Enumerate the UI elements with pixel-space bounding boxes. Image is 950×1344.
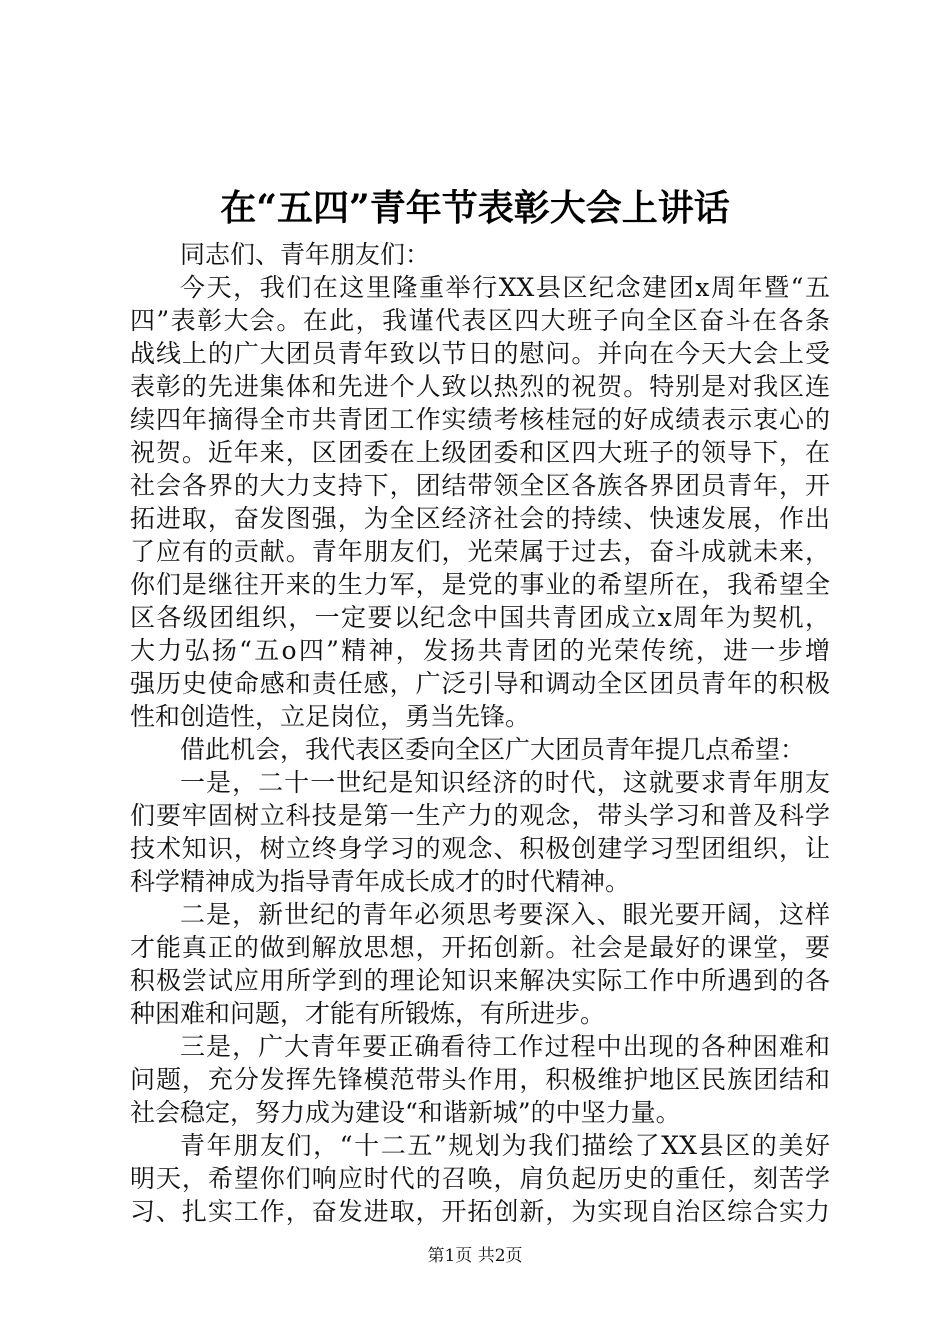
text-line: 区各级团组织，一定要以纪念中国共青团成立x周年为契机， <box>130 603 830 632</box>
document-title: 在“五四”青年节表彰大会上讲话 <box>220 187 730 229</box>
text-line: 表彰的先进集体和先进个人致以热烈的祝贺。特别是对我区连 <box>130 372 830 401</box>
text-line: 习、扎实工作，奋发进取，开拓创新，为实现自治区综合实力 <box>130 1197 830 1226</box>
text-line: 青年朋友们，“十二五”规划为我们描绘了XX县区的美好 <box>180 1131 830 1160</box>
text-line: 一是，二十一世纪是知识经济的时代，这就要求青年朋友 <box>180 768 830 797</box>
text-line: 二是，新世纪的青年必须思考要深入、眼光要开阔，这样 <box>180 900 830 929</box>
page-footer: 第1页 共2页 <box>427 1246 523 1266</box>
text-line: 今天，我们在这里隆重举行XX县区纪念建团x周年暨“五 <box>180 273 830 302</box>
text-line: 社会稳定，努力成为建设“和谐新城”的中坚力量。 <box>130 1098 681 1127</box>
text-line: 续四年摘得全市共青团工作实绩考核桂冠的好成绩表示衷心的 <box>130 405 830 434</box>
text-line: 拓进取，奋发图强，为全区经济社会的持续、快速发展，作出 <box>130 504 830 533</box>
document-body <box>130 238 830 1228</box>
text-line: 们要牢固树立科技是第一生产力的观念，带头学习和普及科学 <box>130 801 830 830</box>
text-line: 问题，充分发挥先锋模范带头作用，积极维护地区民族团结和 <box>130 1065 830 1094</box>
text-line: 积极尝试应用所学到的理论知识来解决实际工作中所遇到的各 <box>130 966 830 995</box>
text-line: 祝贺。近年来，区团委在上级团委和区四大班子的领导下，在 <box>130 438 830 467</box>
text-line: 三是，广大青年要正确看待工作过程中出现的各种困难和 <box>180 1032 830 1061</box>
text-line: 才能真正的做到解放思想，开拓创新。社会是最好的课堂，要 <box>130 933 830 962</box>
text-line: 大力弘扬“五o四”精神，发扬共青团的光荣传统，进一步增 <box>130 636 830 665</box>
text-line: 四”表彰大会。在此，我谨代表区四大班子向全区奋斗在各条 <box>130 306 830 335</box>
text-line: 种困难和问题，才能有所锻炼，有所进步。 <box>130 999 606 1028</box>
text-line: 借此机会，我代表区委向全区广大团员青年提几点希望： <box>180 735 806 764</box>
text-line: 战线上的广大团员青年致以节日的慰问。并向在今天大会上受 <box>130 339 830 368</box>
text-line: 社会各界的大力支持下，团结带领全区各族各界团员青年，开 <box>130 471 830 500</box>
text-line: 强历史使命感和责任感，广泛引导和调动全区团员青年的积极 <box>130 669 830 698</box>
text-line: 性和创造性，立足岗位，勇当先锋。 <box>130 702 531 731</box>
text-line: 你们是继往开来的生力军，是党的事业的希望所在，我希望全 <box>130 570 830 599</box>
text-line: 科学精神成为指导青年成长成才的时代精神。 <box>130 867 631 896</box>
text-line: 明天，希望你们响应时代的召唤，肩负起历史的重任，刻苦学 <box>130 1164 830 1193</box>
text-line: 了应有的贡献。青年朋友们，光荣属于过去，奋斗成就未来， <box>130 537 830 566</box>
text-line: 同志们、青年朋友们： <box>180 240 431 269</box>
text-line: 技术知识，树立终身学习的观念、积极创建学习型团组织，让 <box>130 834 830 863</box>
